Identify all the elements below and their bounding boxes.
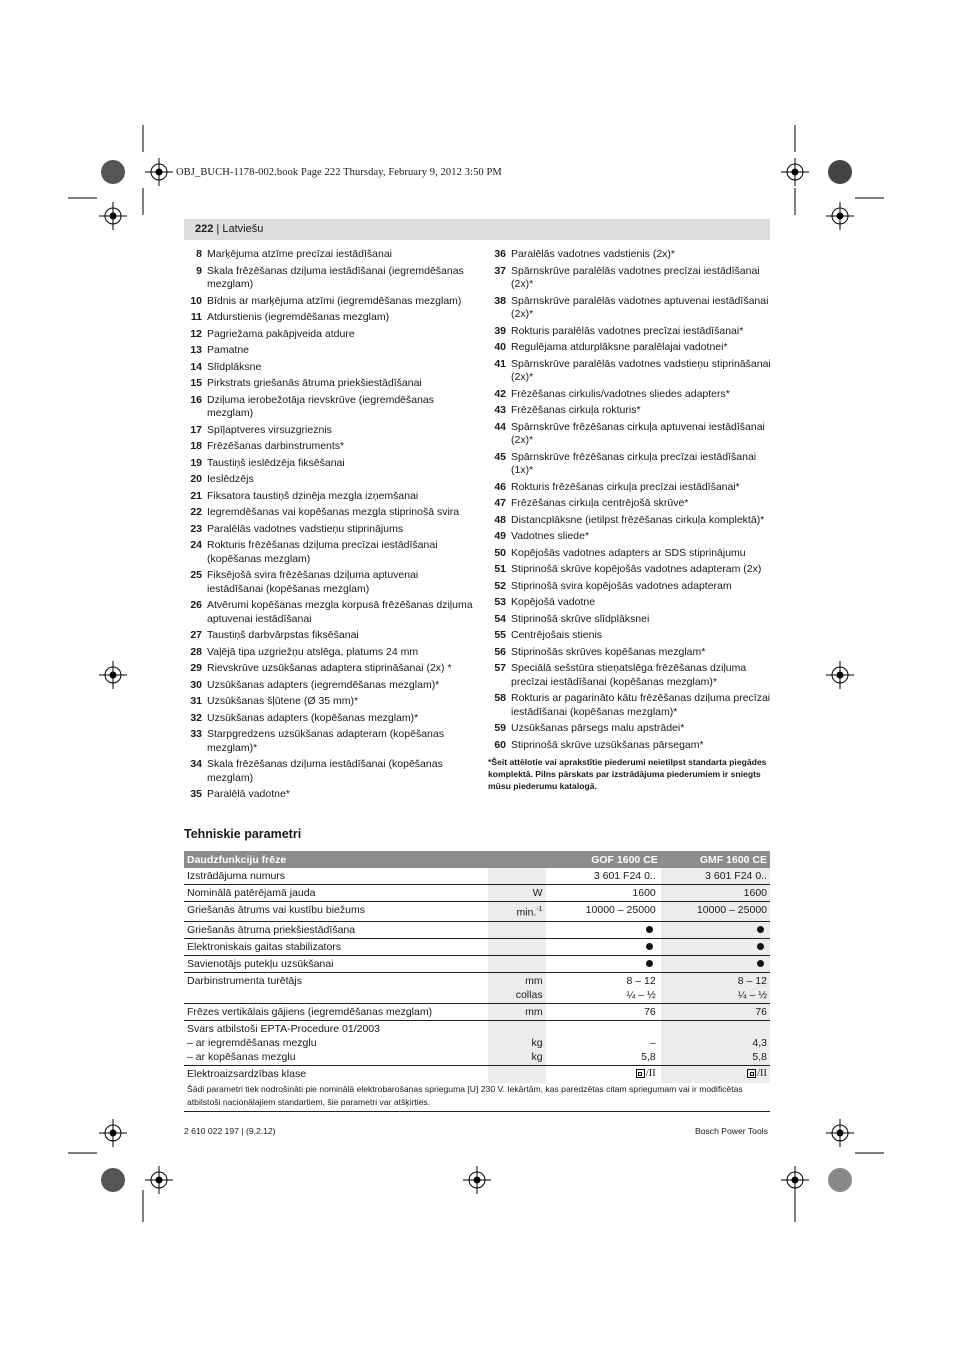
- item-number: 41: [494, 357, 506, 370]
- list-item: [488, 530, 773, 544]
- item-text: Fiksatora taustiņš dzinēja mezgla izņemšanai: [207, 489, 419, 502]
- item-number: 55: [494, 629, 506, 641]
- item-number: 16: [190, 393, 202, 406]
- page-language: Latviešu: [222, 223, 264, 235]
- list-item: [184, 539, 474, 566]
- spec-value-gmf: [661, 1065, 770, 1083]
- spec-label: Nominālā patērējamā jauda: [184, 885, 488, 902]
- bullet-icon: [646, 943, 653, 950]
- unit-text: mm: [525, 1005, 543, 1018]
- item-text: Atdurstienis (iegremdēšanas mezglam): [207, 311, 390, 323]
- item-number: 37: [494, 264, 506, 277]
- spec-label: Izstrādājuma numurs: [184, 868, 488, 885]
- list-item: [184, 788, 474, 802]
- table-row-protection: [184, 1065, 770, 1083]
- value-text: 1600: [743, 887, 767, 899]
- spec-unit: [488, 868, 546, 885]
- item-text: Kopējošā vadotne: [511, 596, 596, 608]
- list-item: [184, 728, 474, 755]
- value-text: 4,3: [752, 1036, 767, 1049]
- table-row: [184, 868, 770, 885]
- list-item: [488, 388, 773, 402]
- item-text: Paralēlās vadotnes vadstieņu stiprinājums: [207, 522, 404, 535]
- list-item: [488, 739, 773, 753]
- list-item: [184, 679, 474, 693]
- list-item: [488, 547, 773, 561]
- list-item: [488, 248, 773, 262]
- list-item: [184, 506, 474, 520]
- unit-text: mm: [525, 974, 543, 987]
- list-item: [488, 722, 773, 736]
- item-number: 44: [494, 420, 506, 433]
- spec-unit: [488, 955, 546, 972]
- item-number: 59: [494, 722, 506, 734]
- item-text: Frēzēšanas cirkuļa centrējošā skrūve*: [511, 497, 689, 509]
- spec-value-gmf: [661, 868, 770, 885]
- value-text: 76: [644, 1005, 656, 1018]
- value-text-2: ¼ – ½: [737, 988, 767, 1001]
- bullet-icon: [646, 926, 653, 933]
- unit-text: min.: [516, 906, 537, 919]
- item-number: 30: [190, 678, 202, 691]
- spec-unit: [488, 902, 546, 922]
- table-row: [184, 902, 770, 922]
- weight-sub-1: – ar iegremdēšanas mezglu: [187, 1036, 317, 1049]
- item-number: 38: [494, 294, 506, 307]
- spec-unit: [488, 938, 546, 955]
- list-item: [184, 629, 474, 643]
- item-number: 8: [196, 248, 202, 260]
- table-note: Šādi parametri tiek nodrošināti pie nominālā elektrobarošanas sprieguma [U] 230 V. Iekārtām, kas paredzētas citam spriegumam vai ir modificētas atbilstoši nacionālajiem standartiem, šie parametri var atšķirties.: [187, 1084, 743, 1107]
- bullet-icon: [646, 960, 653, 967]
- list-item: [184, 328, 474, 342]
- unit-exponent: -1: [536, 906, 543, 913]
- item-text: Rokturis frēzēšanas cirkuļa precīzai iestādīšanai*: [511, 480, 740, 493]
- parts-list-right: [488, 248, 773, 792]
- item-text: Frēzēšanas cirkuļa rokturis*: [511, 404, 641, 416]
- item-number: 21: [190, 489, 202, 502]
- item-text: Uzsūkšanas šļūtene (Ø 35 mm)*: [207, 695, 359, 707]
- item-number: 50: [494, 546, 506, 559]
- item-number: 53: [494, 596, 506, 608]
- list-item: [488, 692, 773, 719]
- spec-value-gof: [546, 955, 661, 972]
- item-number: 12: [190, 327, 202, 340]
- list-item: [184, 758, 474, 785]
- protection-text: /II: [645, 1067, 656, 1079]
- item-text: Vaļējā tipa uzgriežņu atslēga, platums 24 mm: [207, 645, 419, 658]
- spec-unit: [488, 1065, 546, 1083]
- item-text: Stiprinošā svira kopējošās vadotnes adapteram: [511, 579, 732, 592]
- item-text: Skala frēzēšanas dziļuma iestādīšanai (iegremdēšanas mezglam): [207, 264, 464, 290]
- item-number: 25: [190, 569, 202, 581]
- spec-value-gmf: [661, 1003, 770, 1020]
- item-text: Atvērumi kopēšanas mezgla korpusā frēzēšanas dziļuma aptuvenai iestādīšanai: [207, 599, 473, 625]
- spec-unit: [488, 972, 546, 1003]
- value-text: 8 – 12: [626, 974, 656, 987]
- spec-value-gof: [546, 1065, 661, 1083]
- item-text: Spārnskrūve paralēlās vadotnes vadstieņu stiprināšanai (2x)*: [511, 357, 771, 383]
- list-item: [184, 712, 474, 726]
- list-item: [488, 295, 773, 322]
- item-number: 47: [494, 497, 506, 509]
- item-number: 33: [190, 728, 202, 740]
- parts-list-left: [184, 248, 474, 805]
- value-text: 1600: [632, 887, 656, 899]
- protection-class-icon: [636, 1067, 656, 1081]
- page-header-bar: [184, 219, 770, 240]
- list-item: [184, 569, 474, 596]
- bullet-icon: [757, 926, 764, 933]
- spec-label: Savienotājs putekļu uzsūkšanai: [184, 955, 488, 972]
- list-item: [488, 580, 773, 594]
- item-number: 35: [190, 788, 202, 800]
- item-number: 26: [190, 599, 202, 611]
- spec-label: Elektroaizsardzības klase: [187, 1067, 307, 1080]
- spec-table: [184, 851, 770, 1083]
- item-text: Skala frēzēšanas dziļuma iestādīšanai (kopēšanas mezglam): [207, 758, 443, 784]
- spec-value-gmf: [661, 885, 770, 902]
- item-number: 40: [494, 341, 506, 353]
- table-row: [184, 955, 770, 972]
- value-text: –: [649, 1036, 656, 1049]
- item-text: Stiprinošā skrūve uzsūkšanas pārsegam*: [511, 738, 704, 751]
- item-text: Paralēlās vadotnes vadstienis (2x)*: [511, 248, 676, 260]
- item-number: 14: [190, 360, 202, 373]
- item-text: Iegremdēšanas vai kopēšanas mezgla stiprinošā svira: [207, 506, 460, 518]
- item-number: 34: [190, 758, 202, 770]
- list-item: [184, 265, 474, 292]
- item-number: 24: [190, 539, 202, 551]
- item-number: 13: [190, 344, 202, 356]
- spec-value-gof: [546, 902, 661, 922]
- spec-value-gof: [546, 1020, 661, 1065]
- accessory-note: *Šeit attēlotie vai aprakstītie piederumi neietilpst standarta piegādes komplektā. Pilns pārskats par izstrādājuma piederumiem ir sniegts mūsu piederumu katalogā.: [488, 757, 767, 791]
- table-header-unit: [488, 851, 546, 868]
- bottom-rule: [184, 1111, 770, 1112]
- spec-label: Darbinstrumenta turētājs: [184, 972, 488, 1003]
- list-item: [184, 440, 474, 454]
- protection-text: /II: [757, 1067, 767, 1079]
- item-text: Pagriežama pakāpjveida atdure: [207, 327, 355, 340]
- value-text: 76: [755, 1005, 767, 1018]
- table-row: [184, 972, 770, 1003]
- item-text: Starpgredzens uzsūkšanas adapteram (kopēšanas mezglam)*: [207, 728, 444, 754]
- list-item: [184, 344, 474, 358]
- item-number: 39: [494, 324, 506, 337]
- spec-label: [184, 1020, 488, 1065]
- table-header-gmf: GMF 1600 CE: [661, 851, 770, 868]
- item-text: Spārnskrūve frēzēšanas cirkuļa precīzai iestādīšanai (1x)*: [511, 450, 757, 476]
- spec-unit: [488, 1020, 546, 1065]
- list-item: [488, 662, 773, 689]
- item-text: Spārnskrūve paralēlās vadotnes precīzai iestādīšanai (2x)*: [511, 264, 760, 290]
- bullet-icon: [757, 960, 764, 967]
- protection-class-icon: [747, 1067, 767, 1081]
- item-text: Uzsūkšanas adapters (iegremdēšanas mezglam)*: [207, 678, 440, 691]
- table-header-row: [184, 851, 770, 868]
- list-item: [184, 361, 474, 375]
- item-number: 29: [190, 662, 202, 674]
- item-number: 18: [190, 440, 202, 452]
- list-item: [184, 457, 474, 471]
- spec-label: Griešanās ātruma priekšiestādīšana: [184, 921, 488, 938]
- list-item: [488, 358, 773, 385]
- spec-label: Griešanās ātrums vai kustību biežums: [184, 902, 488, 922]
- item-number: 57: [494, 662, 506, 674]
- print-header: OBJ_BUCH-1178-002.book Page 222 Thursday, February 9, 2012 3:50 PM: [176, 167, 502, 178]
- table-row: [184, 921, 770, 938]
- item-text: Spīļaptveres virsuzgrieznis: [207, 423, 332, 436]
- item-number: 20: [190, 473, 202, 485]
- item-text: Rievskrūve uzsūkšanas adaptera stiprināšanai (2x) *: [207, 662, 452, 674]
- item-text: Kopējošās vadotnes adapters ar SDS stiprinājumu: [511, 546, 746, 559]
- value-text: 3 601 F24 0..: [593, 870, 656, 882]
- list-item: [488, 646, 773, 660]
- spec-label: Frēzes vertikālais gājiens (iegremdēšanas mezglam): [184, 1003, 488, 1020]
- list-item: [184, 295, 474, 309]
- item-number: 43: [494, 404, 506, 416]
- item-text: Rokturis paralēlās vadotnes precīzai iestādīšanai*: [511, 324, 744, 337]
- list-item: [488, 481, 773, 495]
- item-number: 15: [190, 377, 202, 389]
- item-text: Fiksējošā svira frēzēšanas dziļuma aptuvenai iestādīšanai (kopēšanas mezglam): [207, 569, 419, 595]
- item-text: Vadotnes sliede*: [511, 530, 590, 542]
- item-number: 19: [190, 456, 202, 469]
- item-number: 60: [494, 738, 506, 751]
- spec-value-gmf: [661, 938, 770, 955]
- footer-right: Bosch Power Tools: [695, 1126, 768, 1136]
- list-item: [488, 325, 773, 339]
- spec-value-gof: [546, 938, 661, 955]
- table-row: [184, 885, 770, 902]
- list-item: [488, 596, 773, 610]
- table-row: [184, 1003, 770, 1020]
- item-number: 10: [190, 294, 202, 307]
- list-item: [184, 490, 474, 504]
- value-text-2: ¼ – ½: [626, 988, 656, 1001]
- item-number: 48: [494, 513, 506, 526]
- item-text: Uzsūkšanas adapters (kopēšanas mezglam)*: [207, 711, 419, 724]
- list-item: [184, 424, 474, 438]
- value-text: 10000 – 25000: [585, 904, 656, 916]
- item-text: Uzsūkšanas pārsegs malu apstrādei*: [511, 722, 685, 734]
- spec-value-gmf: [661, 1020, 770, 1065]
- item-number: 51: [494, 563, 506, 575]
- list-item: [184, 394, 474, 421]
- table-header-product: Daudzfunkciju frēze: [184, 851, 488, 868]
- item-text: Frēzēšanas cirkulis/vadotnes sliedes adapters*: [511, 387, 730, 400]
- value-text: 5,8: [752, 1050, 767, 1063]
- spec-value-gof: [546, 972, 661, 1003]
- item-text: Taustiņš darbvārpstas fiksēšanai: [207, 629, 359, 641]
- unit-text: kg: [531, 1036, 543, 1049]
- list-item: [184, 646, 474, 660]
- page-header: 222 | Latviešu: [195, 223, 264, 235]
- item-text: Ieslēdzējs: [207, 473, 254, 485]
- item-number: 23: [190, 522, 202, 535]
- list-item: [184, 695, 474, 709]
- list-item: [184, 377, 474, 391]
- table-row-weight: [184, 1020, 770, 1065]
- item-number: 28: [190, 645, 202, 658]
- item-text: Spārnskrūve paralēlās vadotnes aptuvenai iestādīšanai (2x)*: [511, 294, 769, 320]
- item-number: 58: [494, 692, 506, 704]
- item-number: 31: [190, 695, 202, 707]
- bullet-icon: [757, 943, 764, 950]
- item-text: Marķējuma atzīme precīzai iestādīšanai: [207, 248, 392, 260]
- item-number: 46: [494, 480, 506, 493]
- list-item: [184, 248, 474, 262]
- item-text: Rokturis ar pagarināto kātu frēzēšanas dziļuma precīzai iestādīšanai (kopēšanas mezglam)*: [511, 692, 771, 718]
- value-text: 3 601 F24 0..: [705, 870, 767, 882]
- item-text: Spārnskrūve frēzēšanas cirkuļa aptuvenai iestādīšanai (2x)*: [511, 420, 765, 446]
- spec-value-gof: [546, 921, 661, 938]
- list-item: [488, 514, 773, 528]
- spec-value-gmf: [661, 902, 770, 922]
- page-number: 222: [195, 223, 214, 235]
- item-text: Dziļuma ierobežotāja rievskrūve (iegremdēšanas mezglam): [207, 393, 435, 419]
- unit-text: W: [532, 887, 543, 899]
- double-insulation-icon: [747, 1069, 756, 1078]
- item-number: 56: [494, 645, 506, 658]
- unit-text-2: collas: [515, 988, 543, 1001]
- list-item: [184, 473, 474, 487]
- spec-unit: [488, 921, 546, 938]
- item-text: Distancplāksne (ietilpst frēzēšanas cirkuļa komplektā)*: [511, 513, 765, 526]
- list-item: [184, 662, 474, 676]
- item-text: Rokturis frēzēšanas dziļuma precīzai iestādīšanai (kopēšanas mezglam): [207, 539, 438, 565]
- weight-sub-2: – ar kopēšanas mezglu: [187, 1050, 296, 1063]
- spec-unit: [488, 1003, 546, 1020]
- list-item: [184, 599, 474, 626]
- spec-value-gmf: [661, 972, 770, 1003]
- footer-left: 2 610 022 197 | (9.2.12): [184, 1126, 276, 1136]
- item-number: 49: [494, 530, 506, 542]
- table-header-gof: GOF 1600 CE: [546, 851, 661, 868]
- list-item: [184, 523, 474, 537]
- item-text: Centrējošais stienis: [511, 629, 603, 641]
- value-text: 8 – 12: [737, 974, 767, 987]
- item-text: Speciālā sešstūra stieņatslēga frēzēšanas dziļuma precīzai iestādīšanai (kopēšanas mezglam)*: [511, 662, 747, 688]
- item-text: Stiprinošā skrūve slīdplāksnei: [511, 612, 650, 625]
- list-item: [488, 341, 773, 355]
- list-item: [488, 265, 773, 292]
- item-text: Paralēlā vadotne*: [207, 788, 290, 800]
- item-text: Bīdnis ar marķējuma atzīmi (iegremdēšanas mezglam): [207, 294, 462, 307]
- list-item: [488, 563, 773, 577]
- item-number: 17: [190, 423, 202, 436]
- item-number: 45: [494, 450, 506, 463]
- spec-value-gof: [546, 885, 661, 902]
- double-insulation-icon: [636, 1069, 645, 1078]
- item-text: Stiprinošās skrūves kopēšanas mezglam*: [511, 645, 706, 658]
- table-row: [184, 938, 770, 955]
- item-number: 9: [196, 264, 202, 277]
- item-text: Slīdplāksne: [207, 360, 262, 373]
- list-item: [488, 421, 773, 448]
- item-number: 52: [494, 579, 506, 592]
- value-text: 10000 – 25000: [696, 904, 767, 916]
- spec-label: Elektroniskais gaitas stabilizators: [184, 938, 488, 955]
- item-text: Taustiņš ieslēdzēja fiksēšanai: [207, 456, 345, 469]
- spec-unit: [488, 885, 546, 902]
- item-text: Regulējama atdurplāksne paralēlajai vadotnei*: [511, 341, 728, 353]
- item-number: 22: [190, 506, 202, 518]
- item-number: 36: [494, 248, 506, 260]
- list-item: [488, 613, 773, 627]
- item-number: 11: [190, 311, 202, 323]
- weight-label: Svars atbilstoši EPTA-Procedure 01/2003: [187, 1022, 380, 1035]
- item-text: Stiprinošā skrūve kopējošās vadotnes adapteram (2x): [511, 563, 762, 575]
- unit-text: kg: [531, 1050, 543, 1063]
- item-text: Pirkstrats griešanās ātruma priekšiestādīšanai: [207, 377, 422, 389]
- list-item: [488, 629, 773, 643]
- item-text: Frēzēšanas darbinstruments*: [207, 440, 345, 452]
- section-title: Tehniskie parametri: [184, 827, 302, 841]
- item-number: 27: [190, 629, 202, 641]
- item-number: 54: [494, 612, 506, 625]
- list-item: [488, 404, 773, 418]
- item-text: Pamatne: [207, 344, 250, 356]
- item-number: 32: [190, 711, 202, 724]
- item-number: 42: [494, 387, 506, 400]
- list-item: [184, 311, 474, 325]
- list-item: [488, 497, 773, 511]
- spec-value-gmf: [661, 921, 770, 938]
- spec-value-gof: [546, 1003, 661, 1020]
- list-item: [488, 451, 773, 478]
- spec-value-gof: [546, 868, 661, 885]
- spec-value-gmf: [661, 955, 770, 972]
- value-text: 5,8: [641, 1050, 656, 1063]
